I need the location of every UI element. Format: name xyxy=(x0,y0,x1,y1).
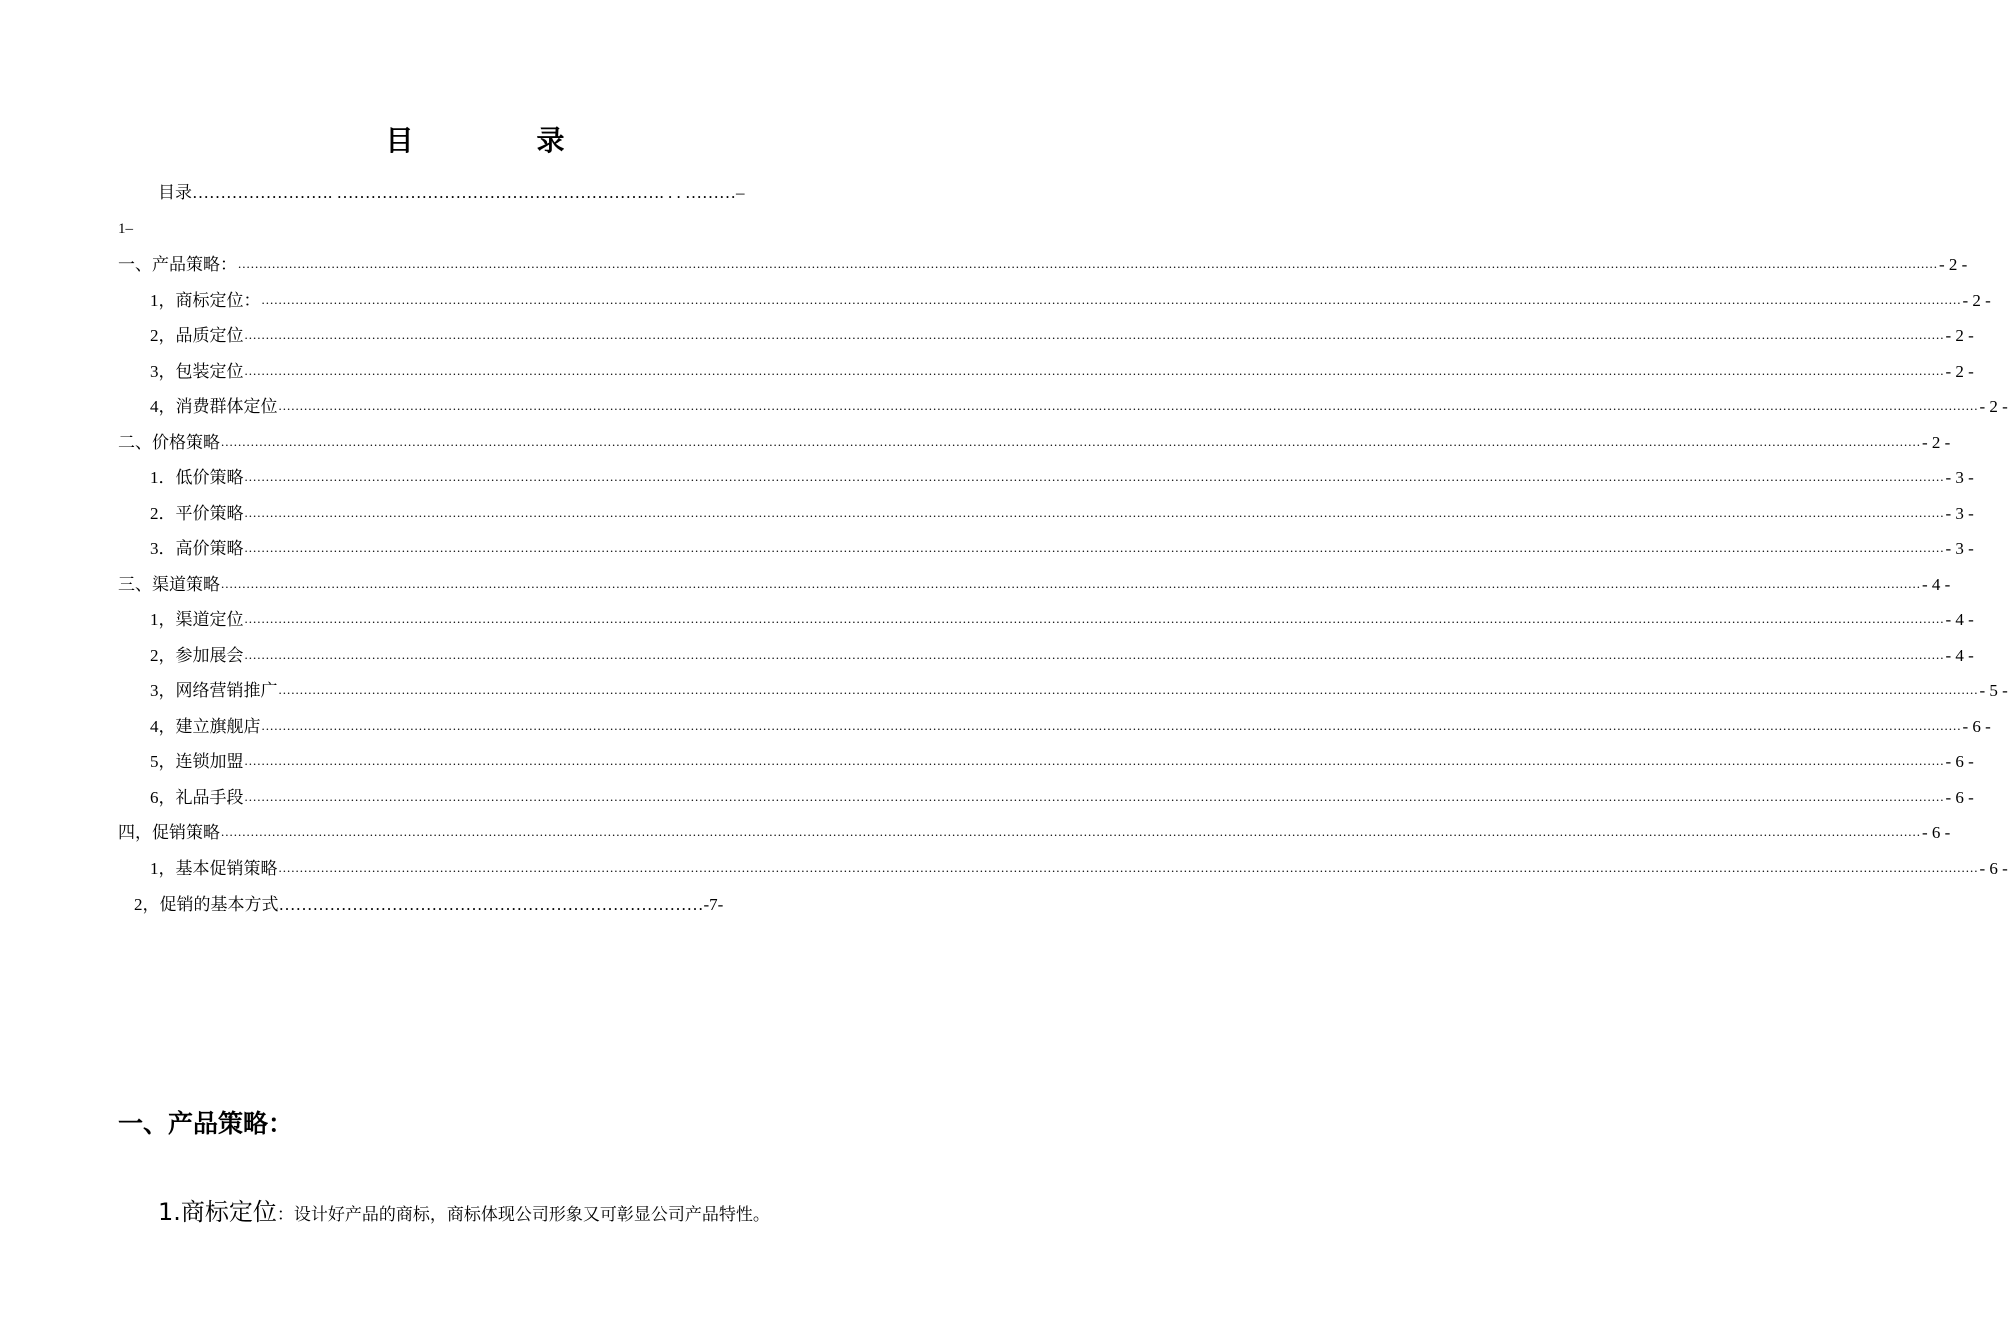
toc-entry-label: 4，消费群体定位 xyxy=(150,397,278,416)
toc-entry-page-number: - 4 - xyxy=(1922,575,1951,594)
toc-entry-contents[interactable] xyxy=(158,180,840,206)
toc-entry-page-number: - 4 - xyxy=(1945,646,1974,665)
toc-entry-page-number: - 2 - xyxy=(1962,291,1991,310)
toc-entry-page-number: - 2 - xyxy=(1979,397,2008,416)
toc-entry[interactable] xyxy=(150,394,2008,420)
toc-entry-label: 2．平价策略 xyxy=(150,504,244,523)
toc-leader: ................................................................................................................................................................................................................................................................................................................................................................................................................ xyxy=(278,682,1979,697)
toc-entry[interactable] xyxy=(150,714,1991,740)
toc-leader: ................................................................................................................................................................................................................................................................................................................................................................................................................ xyxy=(244,469,1945,484)
toc-entry-label: 4，建立旗舰店 xyxy=(150,717,261,736)
toc-entry-page-number: - 6 - xyxy=(1945,788,1974,807)
toc-entry-last[interactable] xyxy=(134,892,824,918)
toc-leader: ................................................................................................................................................................................................................................................................................................................................................................................................................ xyxy=(261,718,1962,733)
toc-entry-page-number: - 5 - xyxy=(1979,681,2008,700)
toc-entry[interactable] xyxy=(150,785,1974,811)
toc-leader: ................................................................................................................................................................................................................................................................................................................................................................................................................ xyxy=(221,576,1921,591)
toc-leader: ................................................................................................................................................................................................................................................................................................................................................................................................................ xyxy=(261,292,1962,307)
toc-entry-label: 2，促销的基本方式 xyxy=(134,895,279,914)
toc-entry[interactable] xyxy=(150,607,1974,633)
toc-leader: ................................................................................................................................................................................................................................................................................................................................................................................................................ xyxy=(244,789,1945,804)
toc-entry[interactable] xyxy=(118,820,1951,846)
toc-entry-page-number: - 6 - xyxy=(1979,859,2008,878)
toc-entry-page-number: - 3 - xyxy=(1945,539,1974,558)
toc-entry-page-number: - 6 - xyxy=(1945,752,1974,771)
toc-entry-label: 四，促销策略 xyxy=(118,823,220,842)
toc-entry-label: 1，基本促销策略 xyxy=(150,859,278,878)
toc-entry[interactable] xyxy=(150,359,1974,385)
toc-entry-label: 3．高价策略 xyxy=(150,539,244,558)
toc-leader: ……………………. …………………………………………………. . . ………– xyxy=(192,183,745,202)
toc-entry-label: 1．低价策略 xyxy=(150,468,244,487)
toc-title: 目 录 xyxy=(385,126,623,157)
toc-entry-label: 1，商标定位： xyxy=(150,291,261,310)
toc-entry-page-number: - 6 - xyxy=(1962,717,1991,736)
toc-entry-page-number: - 2 - xyxy=(1939,255,1968,274)
toc-entry-page-number: - 4 - xyxy=(1945,610,1974,629)
toc-entry[interactable] xyxy=(150,465,1974,491)
toc-entry[interactable] xyxy=(150,323,1974,349)
toc-entry-page-number: -7- xyxy=(703,895,724,914)
toc-entry[interactable] xyxy=(150,501,1974,527)
toc-entry[interactable] xyxy=(150,678,2008,704)
toc-entry-label: 6，礼品手段 xyxy=(150,788,244,807)
toc-entry-page-number: - 2 - xyxy=(1945,326,1974,345)
toc-entry-page-number: - 2 - xyxy=(1922,433,1951,452)
toc-entry[interactable] xyxy=(150,856,2008,882)
toc-leader: ………………………………………………………………… xyxy=(278,895,704,914)
item-heading: 1.商标定位 xyxy=(158,1198,277,1226)
toc-entry-page-number: - 3 - xyxy=(1945,468,1974,487)
toc-entry-label: 目录 xyxy=(158,183,192,202)
toc-entry[interactable] xyxy=(118,252,1968,278)
toc-leader: ................................................................................................................................................................................................................................................................................................................................................................................................................ xyxy=(278,398,1979,413)
section-heading: 一、产品策略： xyxy=(118,1109,294,1138)
toc-leader: ................................................................................................................................................................................................................................................................................................................................................................................................................ xyxy=(244,611,1945,626)
toc-entry[interactable] xyxy=(118,430,1951,456)
toc-entry-label: 一、产品策略： xyxy=(118,255,237,274)
toc-leader: ................................................................................................................................................................................................................................................................................................................................................................................................................ xyxy=(221,824,1921,839)
toc-leader: ................................................................................................................................................................................................................................................................................................................................................................................................................ xyxy=(244,753,1945,768)
toc-entry-label: 三、渠道策略 xyxy=(118,575,220,594)
toc-entry-label: 1，渠道定位 xyxy=(150,610,244,629)
toc-leader: ................................................................................................................................................................................................................................................................................................................................................................................................................ xyxy=(244,363,1945,378)
toc-entry-page-number: 1– xyxy=(118,221,133,237)
toc-entry[interactable] xyxy=(150,749,1974,775)
toc-entry-page-number: - 2 - xyxy=(1945,362,1974,381)
toc-entry-label: 2，品质定位 xyxy=(150,326,244,345)
toc-entry-label: 5，连锁加盟 xyxy=(150,752,244,771)
body-paragraph xyxy=(158,1194,770,1234)
toc-entry-page-number: - 6 - xyxy=(1922,823,1951,842)
toc-leader: ................................................................................................................................................................................................................................................................................................................................................................................................................ xyxy=(244,647,1945,662)
toc-entry-page-number: - 3 - xyxy=(1945,504,1974,523)
toc-leader: ................................................................................................................................................................................................................................................................................................................................................................................................................ xyxy=(238,256,1938,271)
toc-entry-label: 3，网络营销推广 xyxy=(150,681,278,700)
toc-leader: ................................................................................................................................................................................................................................................................................................................................................................................................................ xyxy=(278,860,1979,875)
toc-leader: ................................................................................................................................................................................................................................................................................................................................................................................................................ xyxy=(221,434,1921,449)
toc-entry[interactable] xyxy=(118,572,1951,598)
toc-entry[interactable] xyxy=(150,536,1974,562)
item-text: ：设计好产品的商标，商标体现公司形象又可彰显公司产品特性。 xyxy=(276,1205,770,1224)
toc-entry[interactable] xyxy=(150,288,1991,314)
toc-leader: ................................................................................................................................................................................................................................................................................................................................................................................................................ xyxy=(244,327,1945,342)
toc-leader: ................................................................................................................................................................................................................................................................................................................................................................................................................ xyxy=(244,540,1945,555)
toc-leader: ................................................................................................................................................................................................................................................................................................................................................................................................................ xyxy=(244,505,1945,520)
toc-entry-label: 2，参加展会 xyxy=(150,646,244,665)
toc-entry[interactable] xyxy=(150,643,1974,669)
toc-entry-label: 3，包装定位 xyxy=(150,362,244,381)
toc-entry-label: 二、价格策略 xyxy=(118,433,220,452)
